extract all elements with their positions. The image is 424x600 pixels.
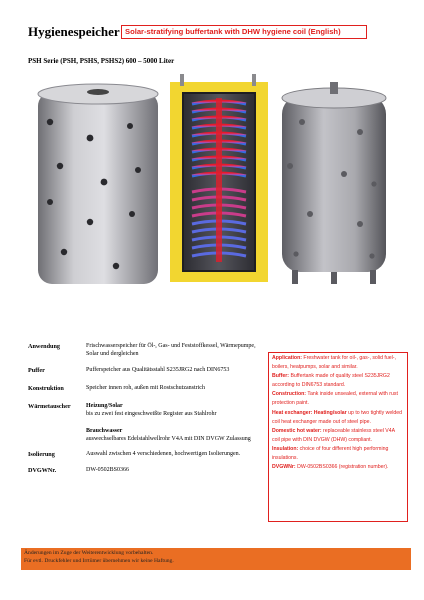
insulated-tank-image [38, 84, 158, 284]
spec-value-konstruktion: Speicher innen roh, außen mit Rostschutzanstrich [86, 385, 205, 391]
en-buffer-key: Buffer: [272, 373, 290, 380]
en-buffer-text: Buffertank made of quality steel S235JRG2 according to DIN6753 standard. [272, 373, 390, 389]
en-insulation-key: Insulation: [272, 445, 299, 452]
footer-line-2: Für evtl. Druckfehler und Irrtümer übernehmen wir keine Haftung. [24, 558, 174, 564]
en-dvgw-text: DW-0502BS0366 (registration number). [295, 464, 389, 471]
spec-label-anwendung: Anwendung [28, 343, 60, 350]
en-dhw-text: replaceable stainless steel V4A coil pipe with DIN DVGW (DHW) compliant. [272, 427, 395, 443]
en-dhw-key: Domestic hot water: [272, 427, 322, 434]
en-construction-key: Construction: [272, 391, 307, 398]
en-insulation-text: choice of four different high performing insulations. [272, 445, 389, 462]
english-title-box: Solar-stratifying buffertank with DHW hygiene coil (English) [121, 25, 367, 39]
bare-steel-tank-image [282, 82, 386, 284]
footer-line-1: Änderungen im Zuge der Weiterentwicklung vorbehalten. [24, 550, 154, 556]
spec-value-puffer: Pufferspeicher aus Qualitätsstahl S235JRG2 nach DIN6753 [86, 367, 230, 373]
spec-heading-heizung: Heizung/Solar [86, 403, 123, 409]
en-construction-text: Tank inside unsealed, external with rust protection paint. [272, 391, 398, 407]
en-application-text: Freshwater tank for oil-, gas-, solid fuel-, boilers, heatpumps, solar and similar. [272, 355, 396, 371]
spec-heading-brauchwasser: Brauchwasser [86, 428, 123, 434]
en-heat-key: Heat exchanger: Heating/solar [272, 409, 347, 416]
cutaway-tank-image [170, 74, 268, 282]
footer-disclaimer [21, 548, 411, 570]
en-heat-text: up to two tightly welded coil heat exchanger made out of steel pipe. [272, 409, 403, 425]
spec-value-heizung: bis zu zwei fest eingeschweißte Register aus Stahlrohr [86, 411, 217, 417]
spec-label-isolierung: Isolierung [28, 451, 55, 458]
series-subtitle: PSH Serie (PSH, PSHS, PSHS2) 600 – 5000 Liter [28, 57, 175, 65]
spec-label-konstruktion: Konstruktion [28, 385, 64, 392]
spec-label-waermetauscher: Wärmetauscher [28, 403, 71, 410]
page-title: Hygienespeicher [28, 24, 120, 39]
spec-value-dvgw: DW-0502BS0366 [86, 467, 130, 473]
spec-value-brauchwasser: auswechselbares Edelstahlwellrohr V4A mit DIN DVGW Zulassung [86, 436, 251, 442]
english-translation-box [268, 352, 408, 522]
en-application-key: Application: [272, 355, 302, 361]
en-dvgw-key: DVGWNr: [272, 464, 296, 471]
spec-label-dvgw: DVGWNr. [28, 467, 57, 474]
spec-label-puffer: Puffer [28, 367, 45, 374]
spec-value-anwendung: Frischwasserspeicher für Öl-, Gas- und Feststoffkessel, Wärmepumpe, Solar und dergleichen [86, 343, 256, 357]
product-images [20, 74, 410, 292]
spec-value-isolierung: Auswahl zwischen 4 verschiedenen, hochwertigen Isolierungen. [86, 451, 241, 457]
